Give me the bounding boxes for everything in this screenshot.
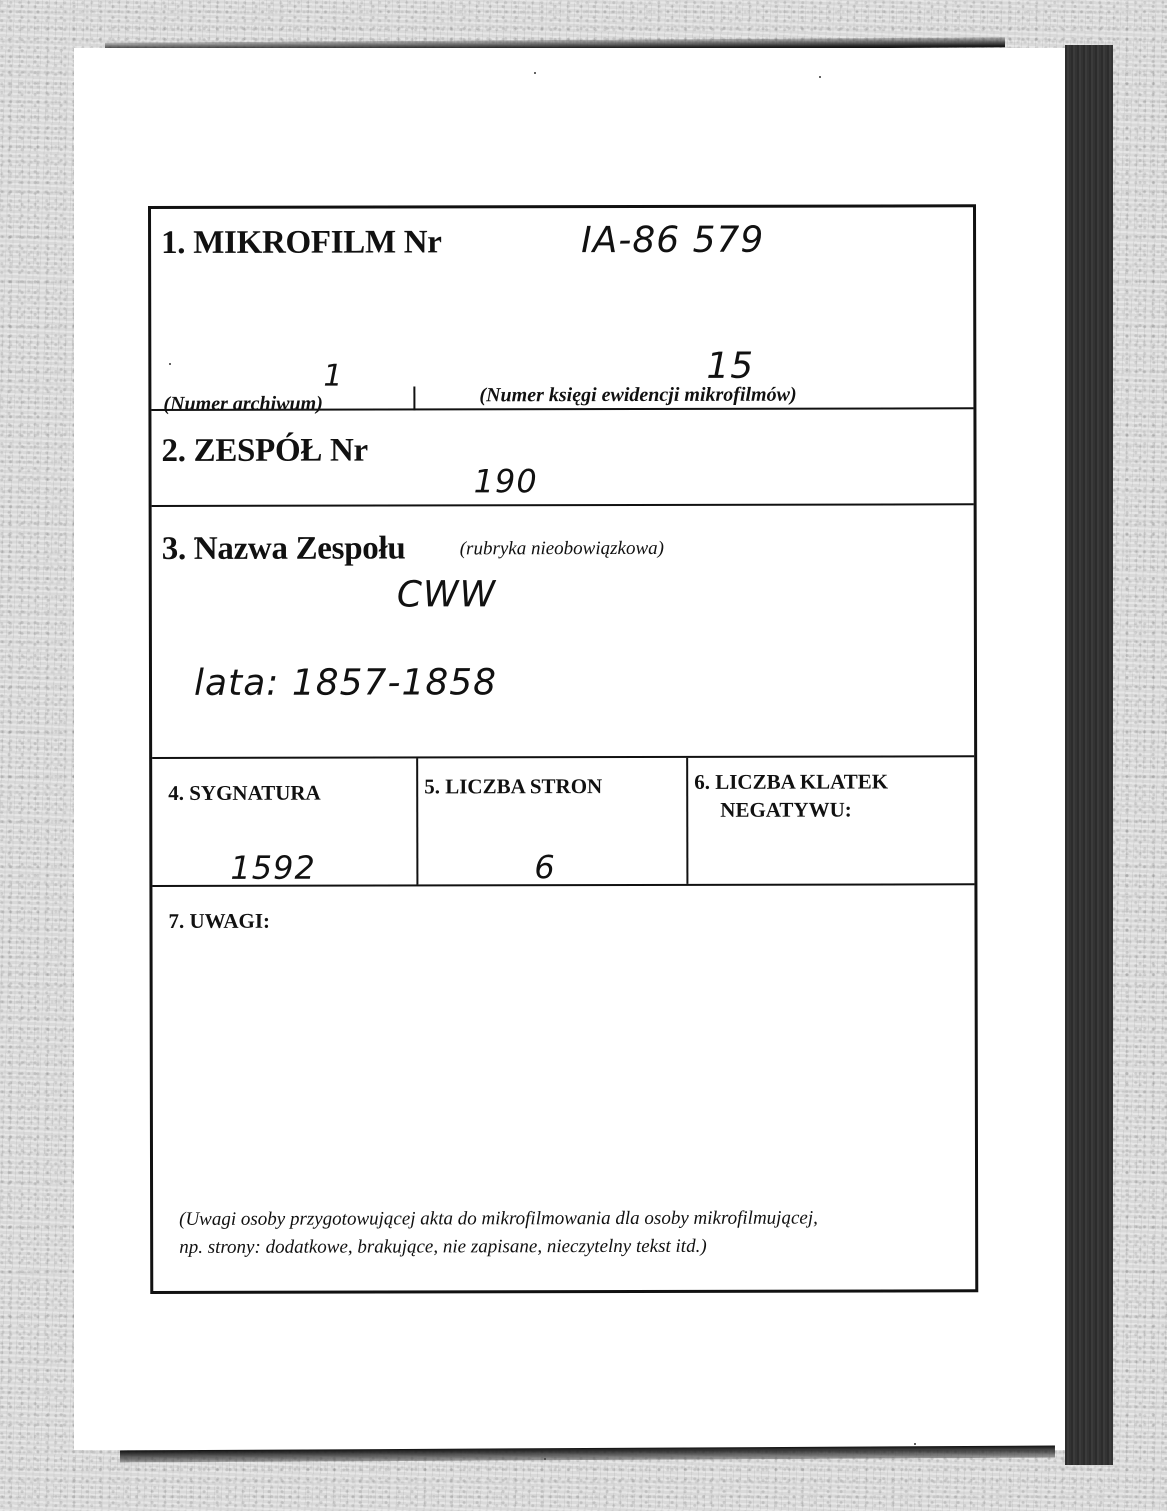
signature-label: 4. SYGNATURA	[168, 780, 321, 805]
frame-count-label-line2: NEGATYWU:	[720, 797, 852, 822]
dust-speck	[534, 72, 536, 74]
dust-speck	[819, 76, 821, 78]
remarks-note-line1: (Uwagi osoby przygotowującej akta do mikrofilmowania dla osoby mikrofilmującej,	[179, 1207, 818, 1230]
section-fonds-number	[151, 409, 973, 507]
microfilm-number-label: 1. MIKROFILM Nr	[161, 224, 442, 261]
fonds-name-label: 3. Nazwa Zespołu	[161, 530, 406, 567]
section-microfilm-number	[151, 207, 973, 415]
fonds-name-value: CWW	[396, 574, 497, 616]
column-divider	[686, 758, 688, 884]
archive-number-value: 1	[323, 358, 344, 394]
signature-value: 1592	[230, 848, 316, 887]
archive-number-caption: (Numer archiwum)	[163, 392, 323, 415]
fonds-number-value: 190	[473, 462, 538, 501]
fonds-name-note: (rubryka nieobowiązkowa)	[459, 537, 664, 560]
remarks-note-line2: np. strony: dodatkowe, brakujące, nie zapisane, nieczytelny tekst itd.)	[179, 1235, 707, 1258]
ledger-number-value: 15	[706, 345, 755, 387]
section-signature-pages-frames	[152, 757, 974, 887]
page-count-value: 6	[534, 848, 556, 887]
film-edge-right	[1065, 45, 1113, 1465]
microfilm-number-value: IA-86 579	[581, 219, 765, 262]
fonds-number-label: 2. ZESPÓŁ Nr	[161, 432, 368, 469]
section-remarks	[152, 885, 975, 1291]
remarks-label: 7. UWAGI:	[168, 908, 271, 933]
ledger-number-caption: (Numer księgi ewidencji mikrofilmów)	[479, 383, 797, 407]
fonds-years-value: lata: 1857-1858	[193, 662, 498, 704]
section-fonds-name	[152, 505, 975, 759]
column-divider	[416, 758, 418, 884]
dust-speck	[914, 1443, 916, 1445]
microfilm-form	[148, 204, 978, 1294]
page-count-label: 5. LICZBA STRON	[424, 774, 603, 799]
frame-count-label-line1: 6. LICZBA KLATEK	[694, 769, 889, 794]
caption-divider	[413, 386, 415, 410]
